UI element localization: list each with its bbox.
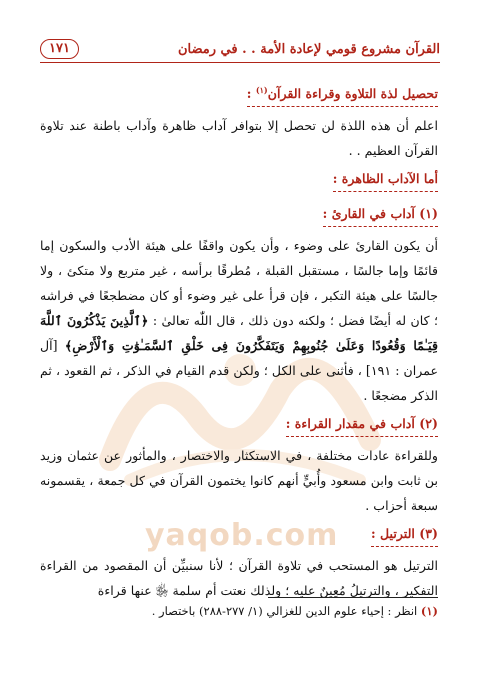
- quran-verse: ﴿ٱلَّذِينَ يَذْكُرُونَ ٱللَّهَ قِيَـٰمًا وَقُعُودًا وَعَلَىٰ جُنُوبِهِمْ وَيَتَفَكَّرُونَ فِى خَلْقِ ٱلسَّمَـٰوَٰتِ وَٱلْأَرْضِ﴾: [40, 313, 438, 354]
- section-heading-reader-manners: (١) آداب في القارئ :: [323, 202, 438, 227]
- section-heading-outward-manners: أما الآداب الظاهرة :: [333, 167, 438, 192]
- footnote-ref[interactable]: (١): [255, 85, 268, 95]
- footnote-text: انظر : إحياء علوم الدين للغزالي (١/ ٢٧٧-٢٨٨) باختصار .: [151, 604, 421, 618]
- running-title: القرآن مشروع قومي لإعادة الأمة . . في رمضان: [178, 41, 440, 57]
- heading-colon: :: [246, 86, 256, 102]
- reader-manners-text: أن يكون القارئ على وضوء ، وأن يكون واقفًا على هيئة الأدب والسكون إما قائمًا وإما جالسًا ، مستقبل القبلة ، مُطرقًا برأسه ، غير متربع ولا متكئ ، ولا جالسًا على هيئة التكبر ، فإن قرأ على غير وضوء أو كان مضطجعًا في فراشه ؛ كان له أيضًا فضل ؛ ولكنه دون ذلك ، قال اللّٰه تعالىٰ :: [40, 238, 438, 329]
- section-heading-tarteel: (٣) الترتيل :: [371, 522, 438, 547]
- section-heading-reading-amount: (٢) آداب في مقدار القراءة :: [286, 412, 438, 437]
- footnote-divider: [268, 597, 438, 598]
- paragraph-tarteel: الترتيل هو المستحب في تلاوة القرآن ؛ لأنا سنبيِّن أن المقصود من القراءة التفكير ، والترتيلُ مُعِينٌ عليه ؛ ولذلك نعتت أم سلمة ﵂ عنها قراءة: [40, 558, 438, 599]
- heading-text: تحصيل لذة التلاوة وقراءة القرآن: [267, 86, 438, 102]
- paragraph-reader-manners: [40, 233, 438, 408]
- reader-manners-text-cont: [آل عمران : ١٩١] ، فأثنى على الكل ؛ ولكن قدم القيام في الذكر ، ثم القعود ، ثم الذكر مضجعًا .: [40, 338, 439, 404]
- section-heading-pleasure: [247, 78, 438, 107]
- footnote: [40, 602, 438, 620]
- watermark-site-text: yaqob.com: [145, 518, 339, 553]
- page-number: ١٧١: [40, 39, 79, 59]
- page-header: [40, 38, 440, 60]
- paragraph-reading-amount: وللقراءة عادات مختلفة ، في الاستكثار والاختصار ، والمأثور عن عثمان وزيد بن ثابت وابن مسعود وأُبيٍّ أنهم كانوا يختمون القرآن في كل جمعة ، يقسمونه سبعة أحزاب .: [40, 448, 438, 514]
- header-divider: [40, 62, 440, 63]
- paragraph-intro: اعلم أن هذه اللذة لن تحصل إلا بتوافر آداب ظاهرة وآداب باطنة عند تلاوة القرآن العظيم . .: [40, 118, 438, 159]
- footnote-number: (١): [420, 604, 438, 618]
